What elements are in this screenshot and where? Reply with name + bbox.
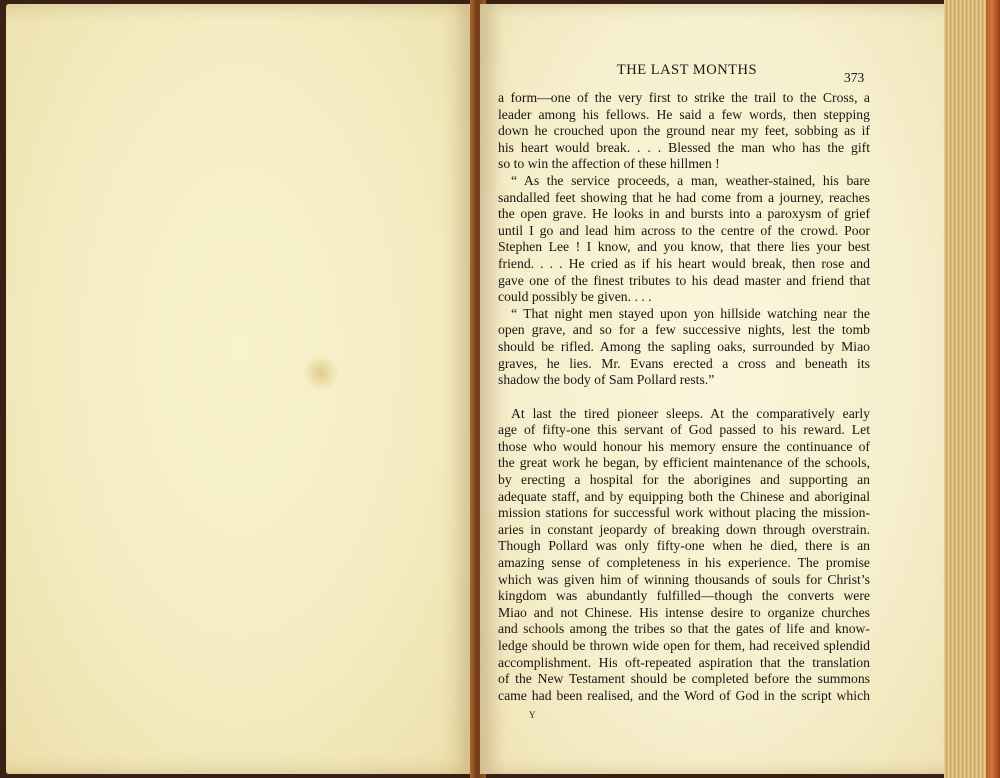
- text-line: so to win the affection of these hillmen !: [498, 156, 720, 172]
- text-line: until I go and lead him across to the centre of the crowd. Poor: [498, 222, 870, 238]
- text-line: came had been realised, and the Word of God in the script which: [498, 687, 870, 703]
- text-line: aries in constant jeopardy of breaking down through overstrain.: [498, 521, 870, 537]
- text-page: [480, 4, 946, 774]
- paragraph-service: [498, 173, 870, 306]
- text-line: could possibly be given. . . .: [498, 289, 652, 305]
- text-line: leader among his fellows. He said a few words, then stepping: [498, 106, 870, 122]
- text-line: “ As the service proceeds, a man, weather-stained, his bare: [511, 172, 870, 188]
- text-line: those who would honour his memory ensure the continuance of: [498, 438, 870, 454]
- text-line: mission stations for successful work without placing the mission-: [498, 505, 870, 521]
- text-line: his heart would break. . . . Blessed the man who has the gift: [498, 139, 870, 155]
- blank-left-page: [6, 4, 474, 774]
- text-line: and schools among the tribes so that the gates of life and know-: [498, 621, 870, 637]
- text-line: age of fifty-one this servant of God passed to his reward. Let: [498, 422, 870, 438]
- text-line: gave one of the finest tributes to his dead master and friend that: [498, 272, 870, 288]
- text-line: the open grave. He looks in and bursts into a paroxysm of grief: [498, 206, 870, 222]
- paragraph-pioneer: [498, 406, 870, 705]
- text-line: should be rifled. Among the sapling oaks, surrounded by Miao: [498, 338, 870, 354]
- text-line: of the New Testament should be completed before the summons: [498, 671, 870, 687]
- section-gap: [498, 389, 870, 406]
- text-line: “ That night men stayed upon yon hillside watching near the: [511, 305, 870, 321]
- book-cover-edge: [986, 0, 1000, 778]
- text-line: Stephen Lee ! I know, and you know, that there lies your best: [498, 239, 870, 255]
- text-line: open grave, and so for a few successive nights, lest the tomb: [498, 322, 870, 338]
- text-line: Though Pollard was only fifty-one when he died, there is an: [498, 538, 870, 554]
- text-line: Miao and not Chinese. His intense desire to organize churches: [498, 604, 870, 620]
- page-header: [498, 62, 876, 82]
- paper-stain: [302, 356, 340, 390]
- text-line: ledge should be thrown wide open for them, had received splendid: [498, 638, 870, 653]
- text-line: adequate staff, and by equipping both the Chinese and aboriginal: [498, 488, 870, 504]
- running-head: THE LAST MONTHS: [616, 62, 758, 78]
- signature-mark: Y: [529, 710, 536, 720]
- text-line: down he crouched upon the ground near my feet, sobbing as if: [498, 123, 870, 139]
- page-edges: [944, 0, 1000, 778]
- text-line: At last the tired pioneer sleeps. At the comparatively early: [511, 405, 870, 421]
- text-line: sandalled feet showing that he had come from a journey, reaches: [498, 189, 870, 205]
- text-line: graves, he lies. Mr. Evans erected a cross and beneath its: [498, 355, 870, 371]
- paragraph-night: [498, 306, 870, 389]
- text-line: accomplishment. His oft-repeated aspiration that the translation: [498, 654, 870, 670]
- text-line: by erecting a hospital for the aborigines and supporting an: [498, 472, 870, 488]
- text-line: a form—one of the very first to strike the trail to the Cross, a: [498, 90, 870, 105]
- body-text: [498, 90, 870, 704]
- paragraph-continuation: [498, 90, 870, 173]
- text-line: which was given him of winning thousands of souls for Christ’s: [498, 571, 870, 587]
- text-line: the great work he began, by efficient maintenance of the schools,: [498, 455, 870, 471]
- text-line: amazing sense of completeness in his experience. The promise: [498, 555, 870, 571]
- text-line: friend. . . . He cried as if his heart would break, then rose and: [498, 255, 870, 271]
- page-number: 373: [844, 70, 865, 85]
- text-line: kingdom was abundantly fulfilled—though the converts were: [498, 588, 870, 604]
- text-line: shadow the body of Sam Pollard rests.”: [498, 372, 715, 388]
